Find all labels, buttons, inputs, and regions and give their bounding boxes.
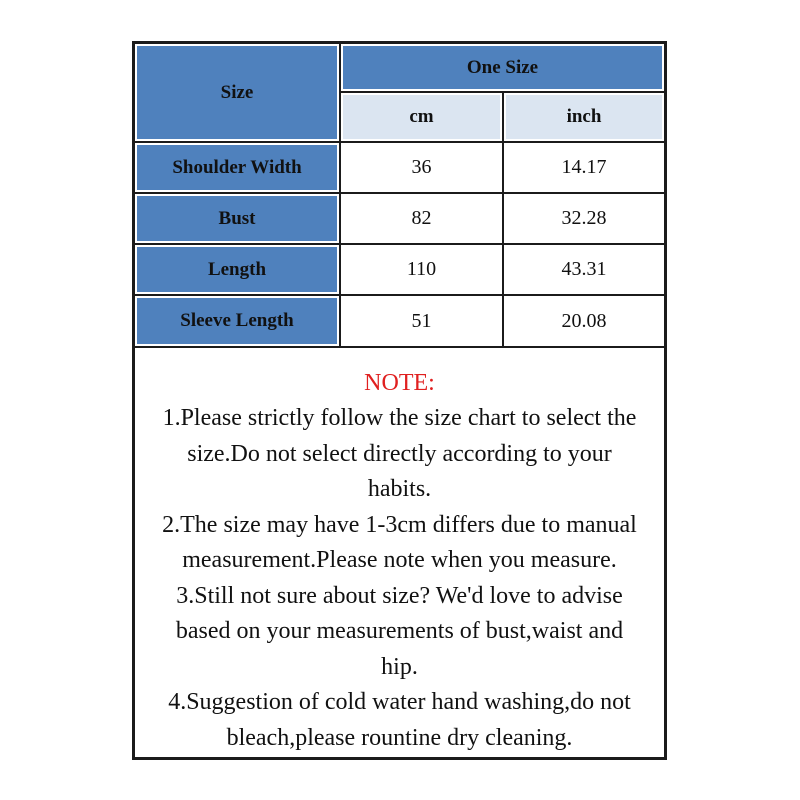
header-one-size: One Size bbox=[340, 43, 665, 92]
note-line: 3.Still not sure about size? We'd love to advise bbox=[176, 582, 623, 609]
cell-sleeve-length-inch: 20.08 bbox=[503, 295, 665, 347]
cell-bust-cm: 82 bbox=[340, 193, 503, 244]
note-line: 4.Suggestion of cold water hand washing,do not bbox=[168, 689, 631, 715]
row-label-sleeve-length: Sleeve Length bbox=[134, 295, 340, 347]
row-label-length: Length bbox=[134, 244, 340, 295]
header-unit-cm: cm bbox=[340, 92, 503, 142]
cell-length-cm: 110 bbox=[340, 244, 503, 295]
note-line: 2.The size may have 1-3cm differs due to manual bbox=[162, 511, 637, 538]
row-label-bust: Bust bbox=[134, 193, 340, 244]
note-line: size.Do not select directly according to your bbox=[187, 440, 612, 467]
note-line: 1.Please strictly follow the size chart to select the bbox=[162, 405, 637, 431]
note-line: habits. bbox=[367, 476, 432, 502]
note-title: NOTE: bbox=[364, 370, 435, 396]
header-unit-inch: inch bbox=[503, 92, 665, 142]
note-line: measurement.Please note when you measure. bbox=[182, 547, 617, 573]
note-line: based on your measurements of bust,waist and bbox=[175, 618, 624, 644]
note-box bbox=[134, 347, 665, 758]
cell-shoulder-width-inch: 14.17 bbox=[503, 142, 665, 193]
cell-sleeve-length-cm: 51 bbox=[340, 295, 503, 347]
note-line: bleach,please rountine dry cleaning. bbox=[226, 724, 573, 751]
header-size: Size bbox=[134, 43, 340, 142]
cell-bust-inch: 32.28 bbox=[503, 193, 665, 244]
row-label-shoulder-width: Shoulder Width bbox=[134, 142, 340, 193]
note-line: hip. bbox=[381, 653, 418, 680]
cell-length-inch: 43.31 bbox=[503, 244, 665, 295]
cell-shoulder-width-cm: 36 bbox=[340, 142, 503, 193]
